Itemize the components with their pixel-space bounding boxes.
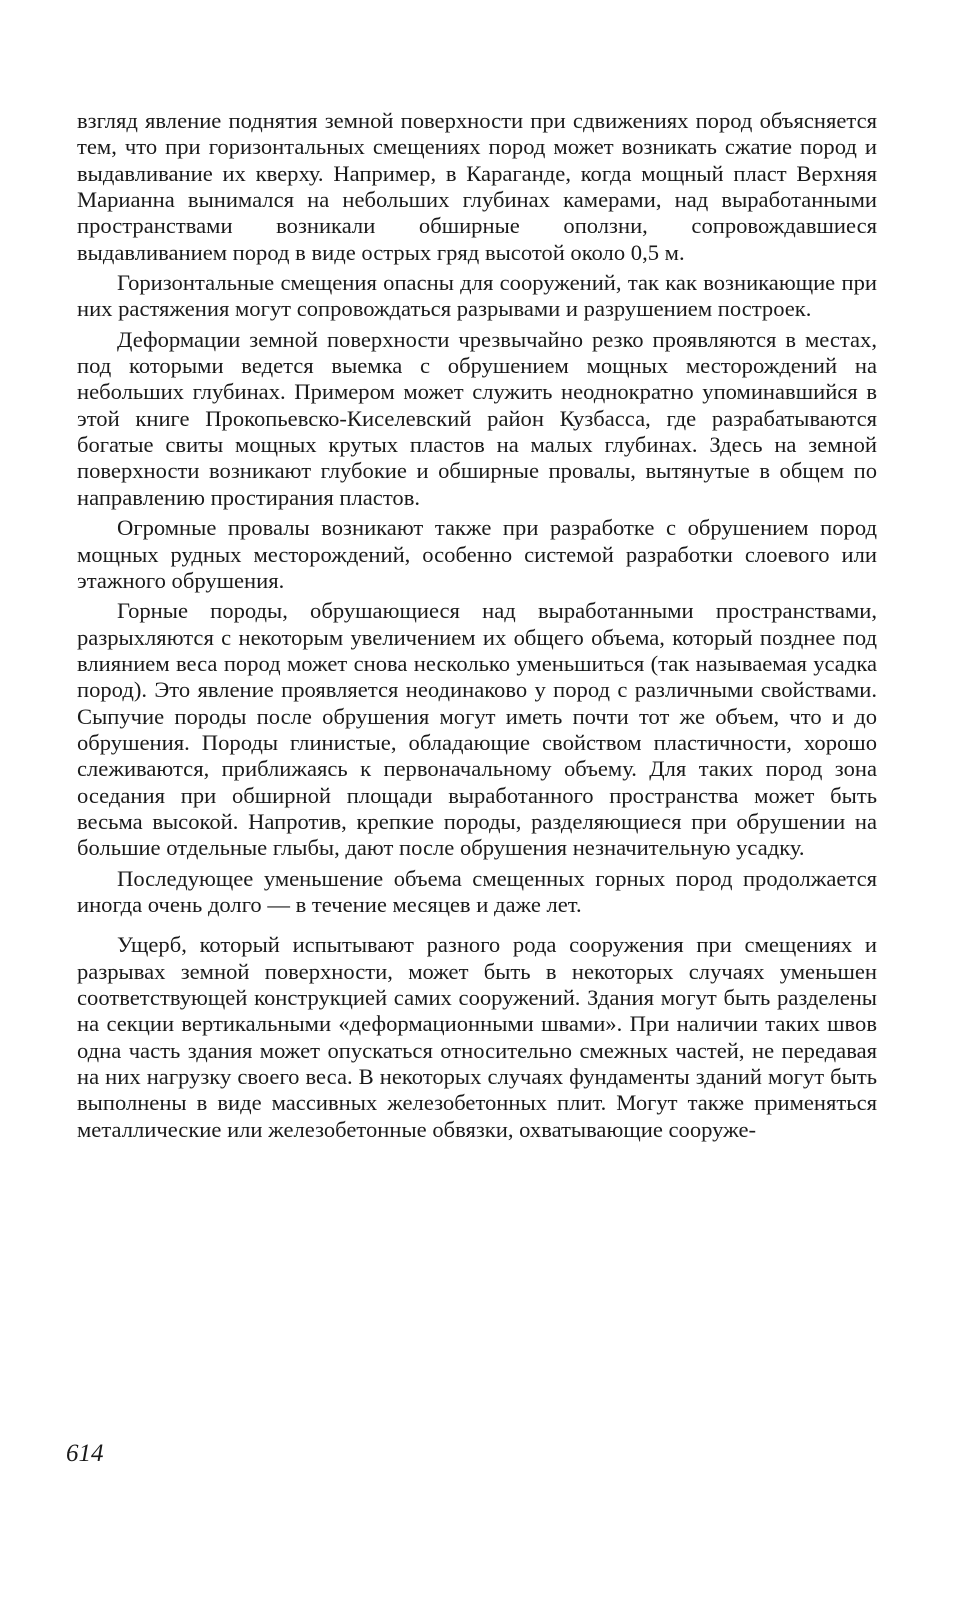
paragraph-huge-sinkholes: Огромные провалы возникают также при разработке с обрушением пород мощных рудных месторождений, особенно системой разработки слоевого или этажного обрушения. (77, 515, 877, 593)
paragraph-surface-deformations: Деформации земной поверхности чрезвычайно резко проявляются в местах, под которыми ведется выемка с обрушением мощных месторождений на небольших глубинах. Примером может служить неоднократно упоминавшийся в этой книге Прокопьевско-Киселевский район Кузбасса, где разрабатываются богатые свиты мощных крутых пластов на малых глубинах. Здесь на земной поверхности возникают глубокие и обширные провалы, вытянутые в общем по направлению простирания пластов. (77, 326, 877, 510)
paragraph-rock-loosening: Горные породы, обрушающиеся над выработанными пространствами, разрыхляются с некоторым увеличением их общего объема, который позднее под влиянием веса пород может снова несколько уменьшиться (так называемая усадка пород). Это явление проявляется неодинаково у пород с различными свойствами. Сыпучие породы после обрушения могут иметь почти тот же объем, что и до обрушения. Породы глинистые, обладающие свойством пластичности, хорошо слеживаются, приближаясь к первоначальному объему. Для таких пород зона оседания при обширной площади выработанного пространства может быть весьма высокой. Напротив, крепкие породы, разделяющиеся при обрушении на большие отдельные глыбы, дают после обрушения незначительную усадку. (77, 598, 877, 861)
paragraph-volume-reduction: Последующее уменьшение объема смещенных горных пород продолжается иногда очень долго — в течение месяцев и даже лет. (77, 865, 877, 917)
body-text (77, 108, 877, 1143)
paragraph-horizontal-displacements: Горизонтальные смещения опасны для сооружений, так как возникающие при них растяжения могут сопровождаться разрывами и разрушением построек. (77, 270, 877, 322)
paragraph-structure-damage: Ущерб, который испытывают разного рода сооружения при смещениях и разрывах земной поверхности, может быть в некоторых случаях уменьшен соответствующей конструкцией самих сооружений. Здания могут быть разделены на секции вертикальными «деформационными швами». При наличии таких швов одна часть здания может опускаться относительно смежных частей, не передавая на них нагрузку своего веса. В некоторых случаях фундаменты зданий могут быть выполнены в виде массивных железобетонных плит. Могут также применяться металлические или железобетонные обвязки, охватывающие сооруже- (77, 932, 877, 1142)
page-number: 614 (66, 1440, 104, 1467)
paragraph-continuation: взгляд явление поднятия земной поверхности при сдвижениях пород объясняется тем, что при горизонтальных смещениях пород может возникать сжатие пород и выдавливание их кверху. Например, в Караганде, когда мощный пласт Верхняя Марианна вынимался на небольших глубинах камерами, над выработанными пространствами возникали обширные оползни, сопровождавшиеся выдавливанием пород в виде острых гряд высотой около 0,5 м. (77, 108, 877, 265)
